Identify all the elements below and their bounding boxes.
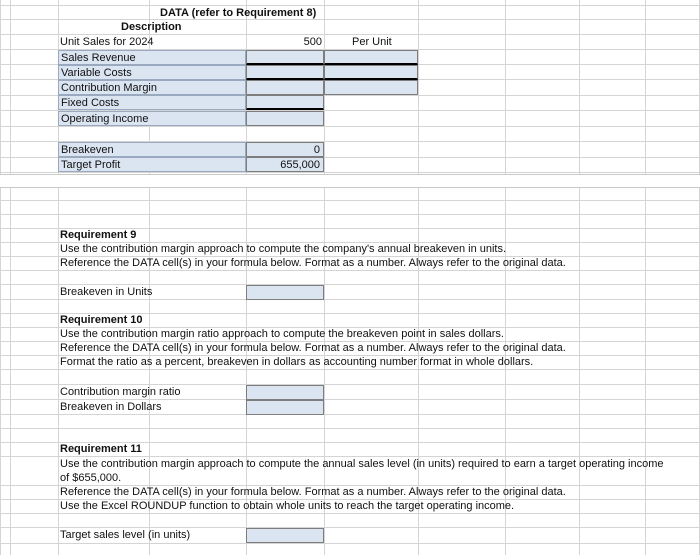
grid-row-line <box>0 527 700 528</box>
grid-col-line <box>645 0 646 555</box>
grid-row-line <box>0 284 700 285</box>
req11-instruction-1b: of $655,000. <box>60 472 122 484</box>
breakeven-label[interactable]: Breakeven <box>58 142 246 157</box>
fixed-costs-label[interactable]: Fixed Costs <box>58 95 246 110</box>
req10-instruction-1: Use the contribution margin ratio approach to compute the breakeven point in sales dollars. <box>60 328 504 340</box>
breakeven-units-input[interactable] <box>246 285 324 300</box>
section-gap <box>0 174 700 188</box>
cm-ratio-label: Contribution margin ratio <box>60 386 181 398</box>
req11-instruction-3: Use the Excel ROUNDUP function to obtain whole units to reach the target operating income. <box>60 500 515 512</box>
req11-instruction-1: Use the contribution margin approach to compute the annual sales level (in units) required to earn a target operating income <box>60 458 664 470</box>
grid-col-line <box>418 0 419 555</box>
req10-instruction-2: Reference the DATA cell(s) in your formula below. Format as a number. Always refer to the original data. <box>60 342 566 354</box>
contribution-margin-cell[interactable] <box>246 80 324 95</box>
grid-col-line <box>0 0 1 555</box>
target-profit-label[interactable]: Target Profit <box>58 157 246 172</box>
breakeven-units-label: Breakeven in Units <box>60 286 153 298</box>
unit-sales-label[interactable]: Unit Sales for 2024 <box>60 36 154 48</box>
cm-ratio-input[interactable] <box>246 385 324 400</box>
grid-col-line <box>10 0 11 555</box>
operating-income-cell[interactable] <box>246 111 324 126</box>
unit-sales-value[interactable]: 500 <box>303 36 322 48</box>
target-sales-label: Target sales level (in units) <box>60 529 191 541</box>
target-profit-cell[interactable]: 655,000 <box>246 157 324 172</box>
breakeven-cell[interactable]: 0 <box>246 142 324 157</box>
fixed-costs-cell[interactable] <box>246 95 324 110</box>
description-header: Description <box>121 21 182 33</box>
grid-row-line <box>0 299 700 300</box>
grid-row-line <box>0 214 700 215</box>
variable-costs-label[interactable]: Variable Costs <box>58 65 246 80</box>
grid-row-line <box>0 414 700 415</box>
grid-row-line <box>0 428 700 429</box>
req9-instruction-2: Reference the DATA cell(s) in your formula below. Format as a number. Always refer to the original data. <box>60 257 566 269</box>
grid-row-line <box>0 543 700 544</box>
contribution-margin-per-unit-cell[interactable] <box>324 80 418 95</box>
grid-row-line <box>0 270 700 271</box>
grid-row-line <box>0 19 700 20</box>
grid-row-line <box>0 456 700 457</box>
contribution-margin-label[interactable]: Contribution Margin <box>58 80 246 95</box>
per-unit-header: Per Unit <box>352 36 392 48</box>
req11-instruction-2: Reference the DATA cell(s) in your formula below. Format as a number. Always refer to the original data. <box>60 486 566 498</box>
grid-row-line <box>0 399 700 400</box>
variable-costs-cell[interactable] <box>246 65 324 80</box>
target-sales-input[interactable] <box>246 528 324 543</box>
sales-revenue-cell[interactable] <box>246 50 324 65</box>
req9-instruction-1: Use the contribution margin approach to compute the company's annual breakeven in units. <box>60 243 507 255</box>
grid-row-line <box>0 369 700 370</box>
grid-row-line <box>0 5 700 6</box>
grid-col-line <box>505 0 506 555</box>
req11-title: Requirement 11 <box>60 443 142 455</box>
variable-costs-per-unit-cell[interactable] <box>324 65 418 80</box>
req9-title: Requirement 9 <box>60 229 137 241</box>
sales-revenue-label[interactable]: Sales Revenue <box>58 50 246 65</box>
req10-title: Requirement 10 <box>60 314 143 326</box>
operating-income-label[interactable]: Operating Income <box>58 111 246 126</box>
sales-revenue-per-unit-cell[interactable] <box>324 50 418 65</box>
grid-row-line <box>0 200 700 201</box>
breakeven-dollars-input[interactable] <box>246 400 324 415</box>
grid-row-line <box>0 513 700 514</box>
grid-row-line <box>0 384 700 385</box>
breakeven-dollars-label: Breakeven in Dollars <box>60 401 162 413</box>
grid-col-line <box>579 0 580 555</box>
data-title: DATA (refer to Requirement 8) <box>160 7 317 19</box>
req10-instruction-3: Format the ratio as a percent, breakeven in dollars as accounting number format in whole dollars. <box>60 356 534 368</box>
